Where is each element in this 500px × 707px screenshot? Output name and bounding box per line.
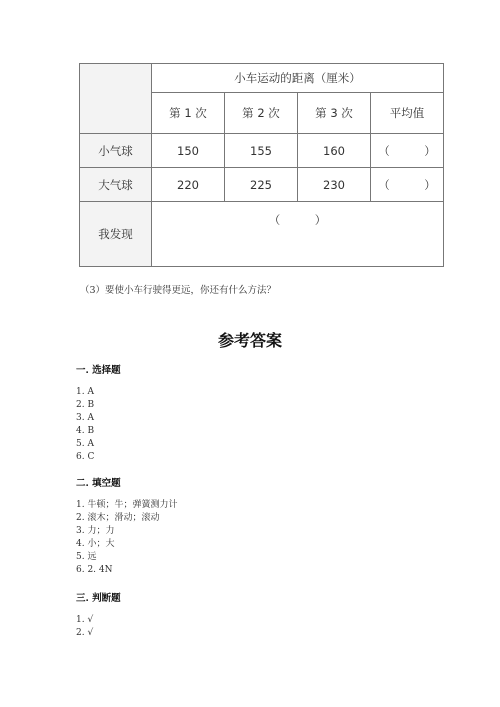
row-label-small-balloon: 小气球: [80, 134, 152, 168]
answer-list-judge: [76, 614, 93, 640]
col-header-trial-3: 第 3 次: [298, 93, 371, 134]
table-row: [80, 168, 444, 202]
cell-value: 160: [298, 134, 371, 168]
answer-list-fill: [76, 499, 177, 577]
list-item: 2. √: [76, 628, 94, 638]
list-item: 5. A: [76, 439, 94, 449]
list-item: 1. 牛顿；牛；弹簧测力计: [76, 500, 178, 510]
list-item: 5. 远: [76, 552, 97, 562]
average-blank: （ ）: [371, 168, 444, 202]
cell-value: 225: [225, 168, 298, 202]
question-3: （3）要使小车行驶得更远，你还有什么方法？: [80, 285, 277, 296]
section-title-fill: 二. 填空题: [76, 478, 121, 489]
cell-value: 155: [225, 134, 298, 168]
list-item: 3. A: [76, 413, 94, 423]
table-row: [80, 134, 444, 168]
row-label-finding: 我发现: [80, 202, 152, 267]
list-item: 2. B: [76, 400, 95, 410]
list-item: 3. 力；力: [76, 526, 115, 536]
cell-value: 150: [152, 134, 225, 168]
list-item: 6. C: [76, 452, 95, 462]
average-blank: （ ）: [371, 134, 444, 168]
list-item: 1. √: [76, 615, 94, 625]
cell-value: 220: [152, 168, 225, 202]
col-header-trial-2: 第 2 次: [225, 93, 298, 134]
table-row: [80, 202, 444, 267]
row-label-big-balloon: 大气球: [80, 168, 152, 202]
finding-blank: （ ）: [152, 202, 444, 267]
col-header-average: 平均值: [371, 93, 444, 134]
section-title-judge: 三. 判断题: [76, 593, 121, 604]
list-item: 4. 小；大: [76, 539, 115, 549]
list-item: 6. 2. 4N: [76, 565, 113, 575]
answer-list-choice: [76, 386, 94, 464]
cell-value: 230: [298, 168, 371, 202]
answer-title: 参考答案: [217, 331, 282, 350]
section-title-choice: 一. 选择题: [76, 365, 121, 376]
list-item: 4. B: [76, 426, 95, 436]
list-item: 2. 滚木；滑动；滚动: [76, 513, 160, 523]
list-item: 1. A: [76, 387, 94, 397]
table-corner-cell: [80, 64, 152, 134]
table-header: 小车运动的距离（厘米）: [152, 64, 444, 93]
distance-table: [79, 63, 444, 267]
col-header-trial-1: 第 1 次: [152, 93, 225, 134]
